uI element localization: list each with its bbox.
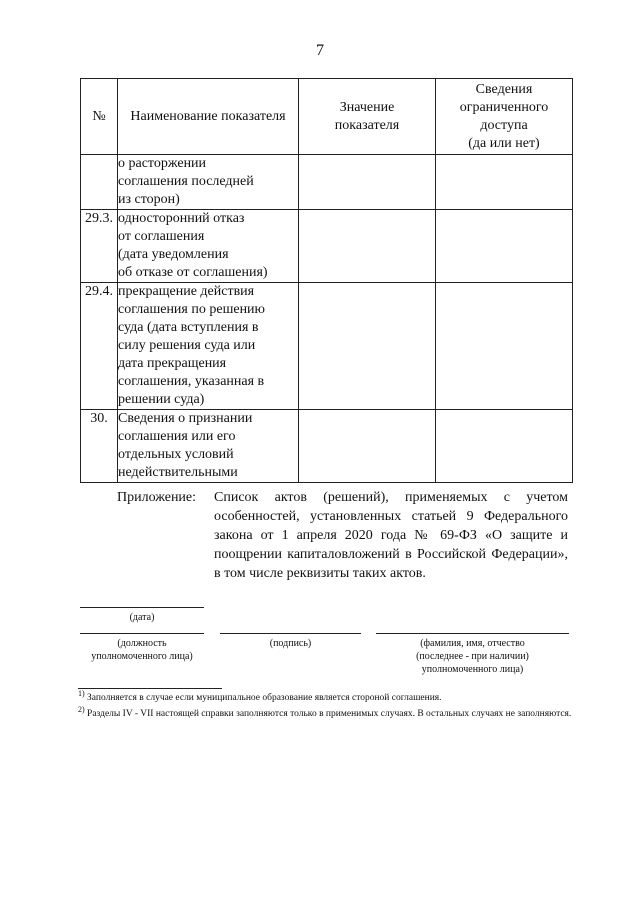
header-restricted bbox=[436, 79, 573, 155]
row-value-cell bbox=[299, 155, 436, 210]
row-restricted-cell bbox=[436, 155, 573, 210]
row-value-cell bbox=[299, 210, 436, 283]
table-row bbox=[81, 283, 573, 410]
footnote bbox=[78, 705, 572, 721]
full-name-line bbox=[376, 633, 569, 634]
header-num: № bbox=[81, 79, 118, 155]
row-name: о расторжении соглашения последней из сторон) bbox=[118, 155, 299, 210]
row-name: прекращение действия соглашения по решению суда (дата вступления в силу решения суда или дата прекращения соглашения, указанная в решении суда) bbox=[118, 283, 299, 410]
table-row bbox=[81, 410, 573, 483]
row-value-cell bbox=[299, 410, 436, 483]
header-value-text: Значение показателя bbox=[334, 99, 400, 133]
signature-label: (подпись) bbox=[269, 638, 312, 649]
date-line bbox=[80, 607, 204, 608]
footnote-mark: 2) bbox=[78, 705, 85, 714]
row-name: Сведения о признании соглашения или его отдельных условий недействительными bbox=[118, 410, 299, 483]
header-name: Наименование показателя bbox=[118, 79, 299, 155]
page-number: 7 bbox=[316, 42, 324, 59]
footnote-text: Разделы IV - VII настоящей справки заполняются только в применимых случаях. В остальных случаях не заполняются. bbox=[84, 709, 572, 719]
table-row bbox=[81, 210, 573, 283]
footnote bbox=[78, 689, 572, 705]
appendix-label: Приложение: bbox=[117, 490, 197, 505]
appendix-text: Список актов (решений), применяемых с учетом особенностей, установленных статьей 9 Федерального закона от 1 апреля 2020 года № 69-ФЗ «О защите и поощрении капиталовложений в Российской Федерации», в том числе реквизиты таких актов. bbox=[214, 490, 568, 581]
footnotes bbox=[78, 688, 572, 724]
position-line bbox=[80, 633, 204, 634]
indicators-table bbox=[80, 78, 573, 483]
header-value bbox=[299, 79, 436, 155]
footnote-mark: 1) bbox=[78, 689, 85, 698]
signature-line bbox=[220, 633, 361, 634]
row-name: односторонний отказ от соглашения (дата уведомления об отказе от соглашения) bbox=[118, 210, 299, 283]
footnote-rule bbox=[78, 688, 222, 689]
date-label: (дата) bbox=[129, 612, 155, 623]
row-restricted-cell bbox=[436, 283, 573, 410]
row-restricted-cell bbox=[436, 210, 573, 283]
table-header-row bbox=[81, 79, 573, 155]
row-num bbox=[81, 155, 118, 210]
header-restricted-text: Сведения ограниченного доступа (да или нет) bbox=[459, 81, 549, 151]
footnote-text: Заполняется в случае если муниципальное образование является стороной соглашения. bbox=[84, 693, 442, 703]
row-num: 29.3. bbox=[81, 210, 118, 283]
row-num: 29.4. bbox=[81, 283, 118, 410]
full-name-label: (фамилия, имя, отчество (последнее - при наличии) уполномоченного лица) bbox=[416, 638, 529, 675]
row-restricted-cell bbox=[436, 410, 573, 483]
table-row bbox=[81, 155, 573, 210]
row-num: 30. bbox=[81, 410, 118, 483]
position-label: (должность уполномоченного лица) bbox=[91, 638, 193, 662]
row-value-cell bbox=[299, 283, 436, 410]
